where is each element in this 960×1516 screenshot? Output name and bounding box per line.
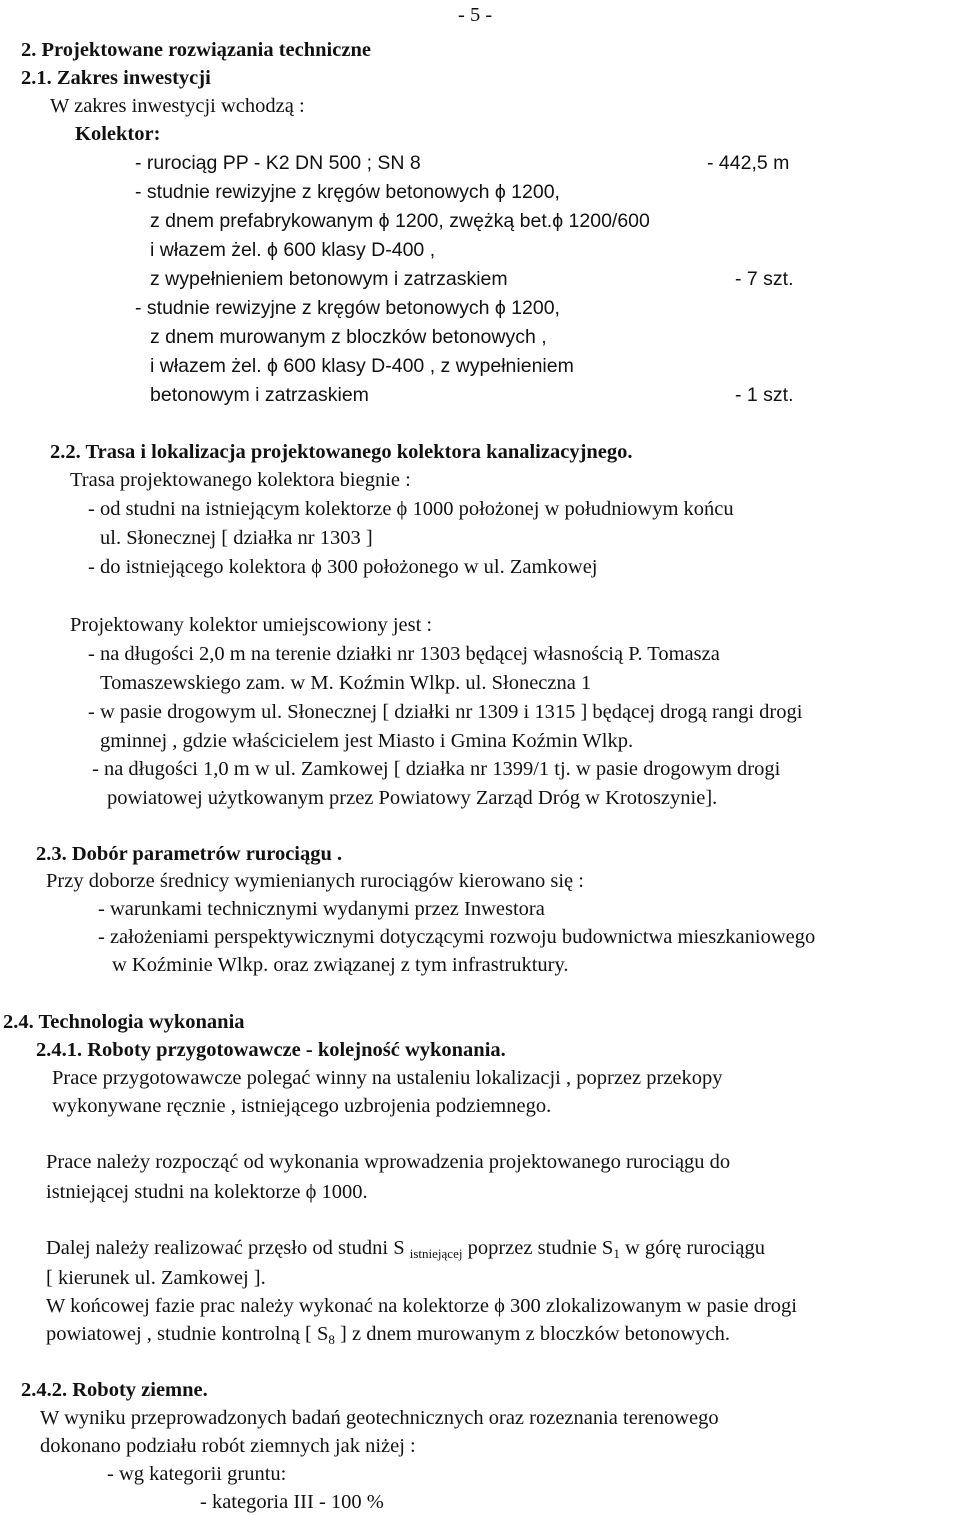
route-line: - do istniejącego kolektora ϕ 300 położonego w ul. Zamkowej (88, 556, 598, 578)
earthworks-line: - kategoria III - 100 % (200, 1491, 384, 1513)
section-2-2-heading: 2.2. Trasa i lokalizacja projektowanego kolektora kanalizacyjnego. (50, 441, 633, 463)
scope-item-pipeline-qty: - 442,5 m (707, 152, 790, 174)
span-text-a: Dalej należy realizować przęsło od studni S (46, 1237, 410, 1259)
span-text-b: poprzez studnie S (462, 1237, 614, 1259)
start-paragraph-line: istniejącej studni na kolektorze ϕ 1000. (46, 1181, 368, 1203)
scope-item-manholes-line: z wypełnieniem betonowym i zatrzaskiem (150, 268, 508, 290)
final-text-b: ] z dnem murowanym z bloczków betonowych. (334, 1323, 730, 1345)
span-text-c: w górę rurociągu (619, 1237, 765, 1259)
span-paragraph-line (46, 1236, 765, 1262)
subscript-existing: istniejącej (409, 1246, 463, 1261)
section-2-heading: 2. Projektowane rozwiązania techniczne (21, 39, 371, 61)
subscript-8: 8 (328, 1332, 335, 1347)
start-paragraph-line: Prace należy rozpocząć od wykonania wprowadzenia projektowanego rurociągu do (46, 1151, 731, 1173)
collector-label: Kolektor: (75, 123, 161, 145)
final-text-a: powiatowej , studnie kontrolną [ S (46, 1323, 329, 1345)
section-2-4-heading: 2.4. Technologia wykonania (3, 1011, 245, 1033)
section-2-4-2-heading: 2.4.2. Roboty ziemne. (21, 1379, 208, 1401)
scope-item-pipeline: - rurociąg PP - K2 DN 500 ; SN 8 (135, 152, 421, 174)
route-intro: Trasa projektowanego kolektora biegnie : (70, 469, 411, 491)
scope-item-masonry-manhole-line: - studnie rewizyjne z kręgów betonowych ϕ 1200, (135, 297, 560, 319)
selection-line: - warunkami technicznymi wydanymi przez Inwestora (98, 898, 545, 920)
scope-item-masonry-manhole-line: betonowym i zatrzaskiem (150, 384, 369, 406)
location-line: powiatowej użytkowanym przez Powiatowy Zarząd Dróg w Krotoszynie]. (107, 787, 718, 809)
scope-item-manholes-line: i włazem żel. ϕ 600 klasy D-400 , (150, 239, 436, 261)
section-2-3-heading: 2.3. Dobór parametrów rurociągu . (36, 843, 343, 865)
selection-line: - założeniami perspektywicznymi dotyczącymi rozwoju budownictwa mieszkaniowego (98, 926, 816, 948)
scope-item-manholes-qty: - 7 szt. (735, 268, 794, 290)
section-2-4-1-heading: 2.4.1. Roboty przygotowawcze - kolejność wykonania. (36, 1039, 506, 1061)
earthworks-line: dokonano podziału robót ziemnych jak niżej : (40, 1435, 416, 1457)
scope-item-masonry-manhole-qty: - 1 szt. (735, 384, 794, 406)
prep-paragraph-line: Prace przygotowawcze polegać winny na ustaleniu lokalizacji , poprzez przekopy (52, 1067, 723, 1089)
scope-intro: W zakres inwestycji wchodzą : (50, 95, 305, 117)
location-line: Tomaszewskiego zam. w M. Koźmin Wlkp. ul. Słoneczna 1 (100, 672, 592, 694)
subscript-1: 1 (613, 1246, 620, 1261)
final-phase-line: W końcowej fazie prac należy wykonać na kolektorze ϕ 300 zlokalizowanym w pasie drogi (46, 1295, 797, 1317)
scope-item-masonry-manhole-line: i włazem żel. ϕ 600 klasy D-400 , z wypełnieniem (150, 355, 574, 377)
scope-item-manholes-line: - studnie rewizyjne z kręgów betonowych ϕ 1200, (135, 181, 560, 203)
prep-paragraph-line: wykonywane ręcznie , istniejącego uzbrojenia podziemnego. (52, 1095, 552, 1117)
selection-line: Przy doborze średnicy wymienianych rurociągów kierowano się : (46, 870, 584, 892)
route-line: ul. Słonecznej [ działka nr 1303 ] (100, 527, 373, 549)
scope-item-manholes-line: z dnem prefabrykowanym ϕ 1200, zwężką bet.ϕ 1200/600 (150, 210, 650, 232)
section-2-1-heading: 2.1. Zakres inwestycji (21, 67, 211, 89)
location-line: - na długości 1,0 m w ul. Zamkowej [ działka nr 1399/1 tj. w pasie drogowym drogi (92, 758, 781, 780)
page-number: - 5 - (458, 4, 493, 26)
final-phase-line (46, 1322, 730, 1348)
selection-line: w Koźminie Wlkp. oraz związanej z tym infrastruktury. (112, 954, 569, 976)
location-line: - na długości 2,0 m na terenie działki nr 1303 będącej własnością P. Tomasza (88, 643, 720, 665)
scope-item-masonry-manhole-line: z dnem murowanym z bloczków betonowych , (150, 326, 547, 348)
earthworks-line: - wg kategorii gruntu: (107, 1463, 287, 1485)
route-line: - od studni na istniejącym kolektorze ϕ 1000 położonej w południowym końcu (88, 498, 734, 520)
earthworks-line: W wyniku przeprowadzonych badań geotechnicznych oraz rozeznania terenowego (40, 1407, 719, 1429)
location-line: gminnej , gdzie właścicielem jest Miasto i Gmina Koźmin Wlkp. (100, 730, 634, 752)
span-paragraph-line: [ kierunek ul. Zamkowej ]. (46, 1267, 266, 1289)
location-line: - w pasie drogowym ul. Słonecznej [ działki nr 1309 i 1315 ] będącej drogą rangi drogi (88, 701, 803, 723)
location-intro: Projektowany kolektor umiejscowiony jest : (70, 614, 433, 636)
